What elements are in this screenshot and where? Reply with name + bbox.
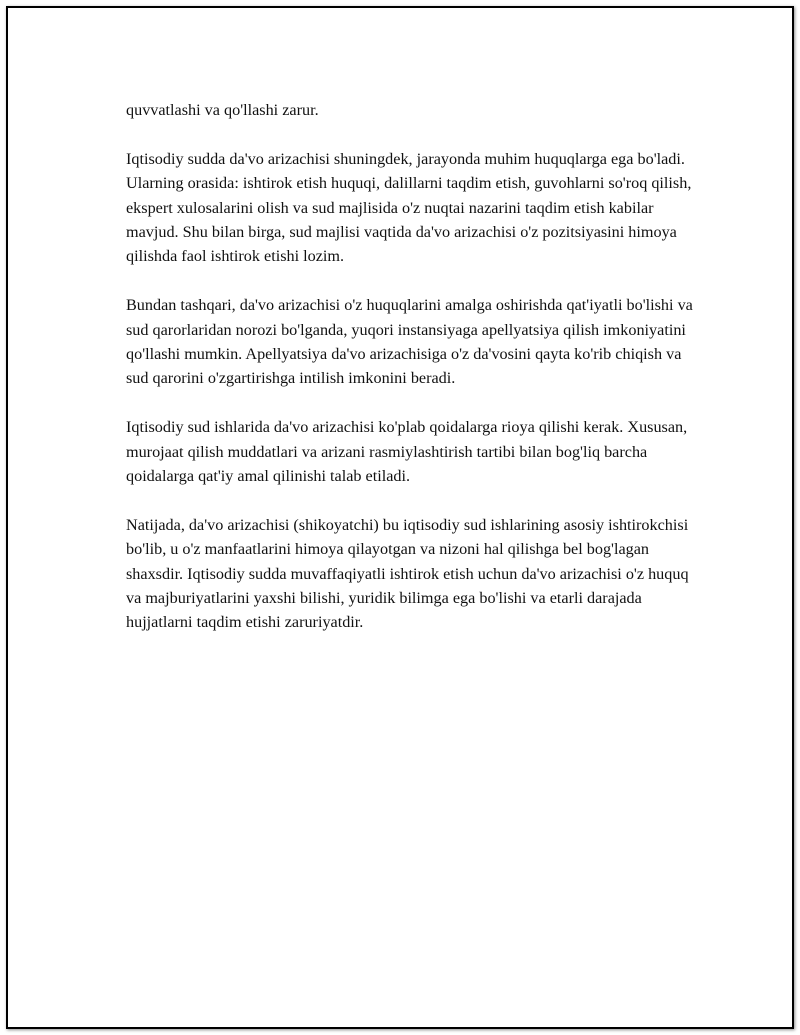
page-body [126, 98, 696, 659]
paragraph-conclusion: Natijada, da'vo arizachisi (shikoyatchi) bu iqtisodiy sud ishlarining asosiy ishtirokchisi bo'lib, u o'z manfaatlarini himoya qilayotgan va nizoni hal qilishga bel bog'lagan shaxsdir. Iqtisodiy sudda muvaffaqiyatli ishtirok etish uchun da'vo arizachisi o'z huquq va majburiyatlarini yaxshi bilishi, yuridik bilimga ega bo'lishi va etarli darajada hujjatlarni taqdim etishi zaruriyatdir. [126, 515, 689, 632]
paragraph-rules: Iqtisodiy sud ishlarida da'vo arizachisi ko'plab qoidalarga rioya qilishi kerak. Xususan, murojaat qilish muddatlari va arizani rasmiylashtirish tartibi bilan bog'liq barcha qoidalarga qat'iy amal qilinishi talab etiladi. [126, 418, 688, 486]
paragraph-continuation: quvvatlashi va qo'llashi zarur. [126, 101, 319, 119]
paragraph-appeal: Bundan tashqari, da'vo arizachisi o'z huquqlarini amalga oshirishda qat'iyatli bo'lishi va sud qarorlaridan norozi bo'lganda, yuqori instansiyaga apellyatsiya qilish imkoniyatini qo'llashi mumkin. Apellyatsiya da'vo arizachisiga o'z da'vosini qayta ko'rib chiqish va sud qarorini o'zgartirishga intilish imkonini beradi. [126, 296, 693, 388]
paragraph-rights: Iqtisodiy sudda da'vo arizachisi shuningdek, jarayonda muhim huquqlarga ega bo'ladi. Ularning orasida: ishtirok etish huquqi, dalillarni taqdim etish, guvohlarni so'roq qilish, ekspert xulosalarini olish va sud majlisida o'z nuqtai nazarini taqdim etish kabilar mavjud. Shu bilan birga, sud majlisi vaqtida da'vo arizachisi o'z pozitsiyasini himoya qilishda faol ishtirok etishi lozim. [126, 149, 692, 266]
document-page [6, 6, 794, 1029]
